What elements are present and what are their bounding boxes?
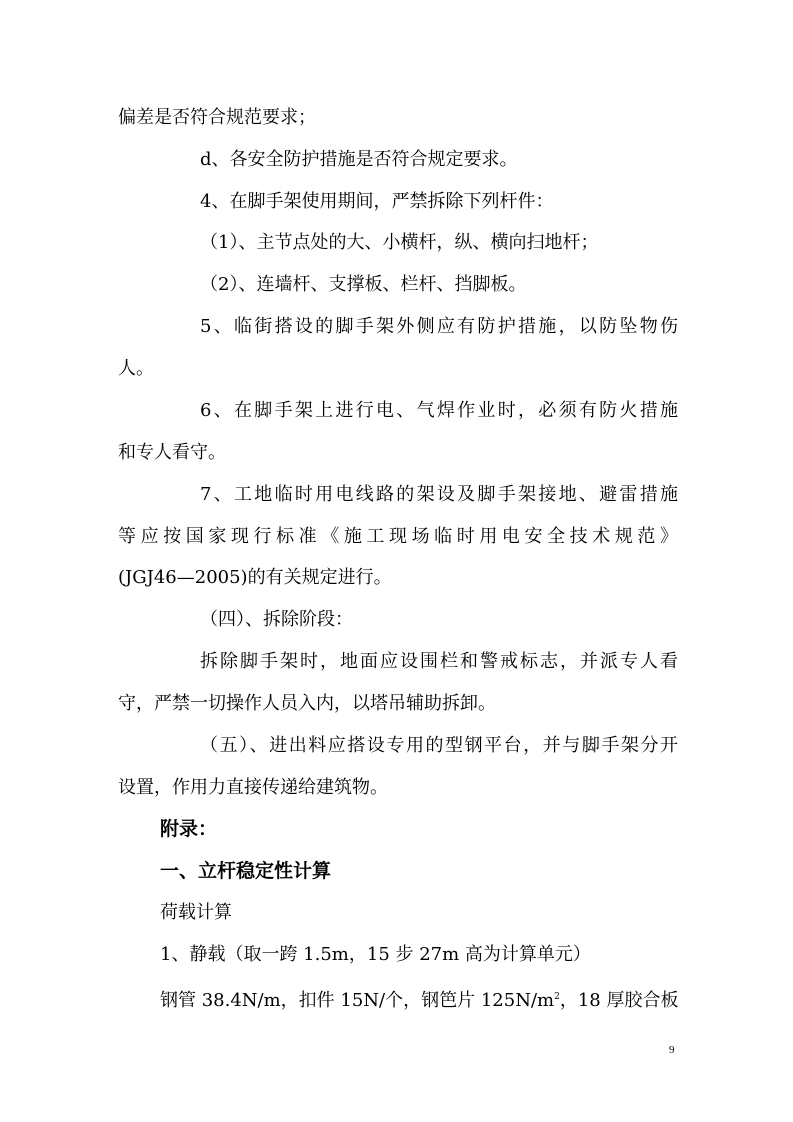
text-line: 和专人看守。 xyxy=(118,442,226,463)
text-line: 等应按国家现行标准《施工现场临时用电安全技术规范》 xyxy=(118,526,678,547)
text-line: 人。 xyxy=(118,358,154,379)
text-line: 7、工地临时用电线路的架设及脚手架接地、避雷措施 xyxy=(200,484,678,505)
appendix-heading: 附录： xyxy=(160,818,218,840)
text-line: （2）、连墙杆、支撑板、栏杆、挡脚板。 xyxy=(200,274,527,295)
superscript: 2 xyxy=(554,992,560,1002)
text-line: d、各安全防护措施是否符合规定要求。 xyxy=(200,149,518,170)
section-heading: （四）、拆除阶段： xyxy=(200,609,353,630)
appendix-section-title: 一、立杆稳定性计算 xyxy=(160,860,332,882)
text-line: 设置，作用力直接传递给建筑物。 xyxy=(118,777,388,798)
text-segment: 钢管 38.4N/m，扣件 15N/个，钢笆片 125N/m xyxy=(160,990,555,1011)
text-line: 5、临街搭设的脚手架外侧应有防护措施，以防坠物伤 xyxy=(200,316,678,337)
text-line: (JGJ46—2005)的有关规定进行。 xyxy=(118,567,392,588)
text-line xyxy=(160,985,720,1013)
text-line: 荷载计算 xyxy=(160,902,232,923)
text-line: 拆除脚手架时，地面应设围栏和警戒标志，并派专人看 xyxy=(200,651,678,672)
text-line: 1、静载（取一跨 1.5m，15 步 27m 高为计算单元） xyxy=(160,944,591,965)
text-line: 6、在脚手架上进行电、气焊作业时，必须有防火措施 xyxy=(200,400,678,421)
text-line: （1）、主节点处的大、小横杆，纵、横向扫地杆； xyxy=(200,232,599,253)
text-line: 偏差是否符合规范要求； xyxy=(118,107,316,128)
text-segment: ，18 厚胶合板 xyxy=(559,990,679,1011)
text-line: 守，严禁一切操作人员入内，以塔吊辅助拆卸。 xyxy=(118,693,496,714)
page-number: 9 xyxy=(669,1044,675,1056)
text-line: （五）、进出料应搭设专用的型钢平台，并与脚手架分开 xyxy=(200,735,678,756)
text-line: 4、在脚手架使用期间，严禁拆除下列杆件： xyxy=(200,191,554,212)
